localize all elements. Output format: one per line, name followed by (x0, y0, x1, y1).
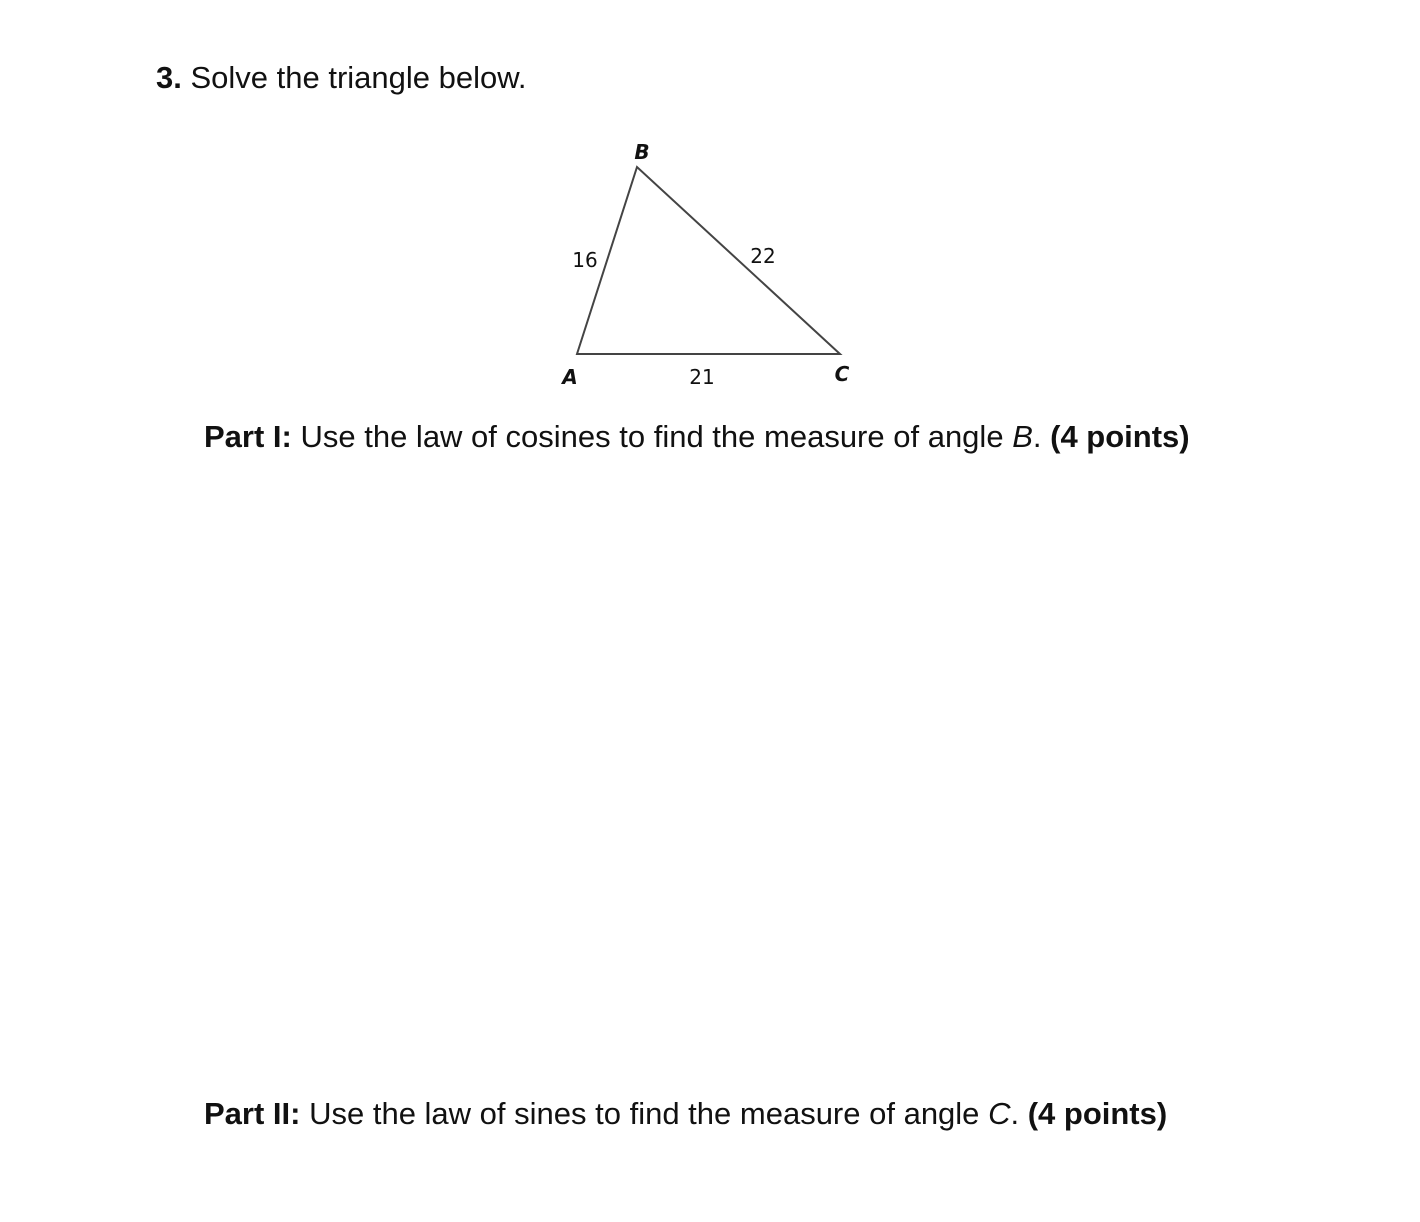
part-2-text: Use the law of sines to find the measure of angle (309, 1096, 980, 1131)
part-1-prompt (204, 417, 1190, 457)
part-2-variable: C (988, 1096, 1011, 1131)
question-text: Solve the triangle below. (190, 60, 527, 95)
part-1-punct: . (1032, 419, 1042, 454)
part-2-points: (4 points) (1027, 1096, 1168, 1131)
part-1-label: Part I: (204, 419, 292, 454)
vertex-label-c: C (834, 362, 850, 386)
part-2-prompt (204, 1094, 1167, 1134)
question-heading (156, 58, 527, 98)
part-2-punct: . (1010, 1096, 1020, 1131)
side-label-ab: 16 (572, 248, 598, 272)
side-label-bc: 22 (750, 244, 776, 268)
question-number: 3. (156, 60, 182, 95)
part-1-text: Use the law of cosines to find the measure of angle (300, 419, 1004, 454)
vertex-label-a: A (562, 365, 578, 389)
vertex-label-b: B (634, 140, 650, 164)
part-1-points: (4 points) (1050, 419, 1190, 454)
triangle-diagram (540, 130, 880, 400)
triangle-shape (577, 167, 840, 354)
part-2-label: Part II: (204, 1096, 301, 1131)
side-label-ac: 21 (689, 365, 715, 389)
part-1-variable: B (1012, 419, 1033, 454)
triangle-figure (540, 130, 880, 400)
